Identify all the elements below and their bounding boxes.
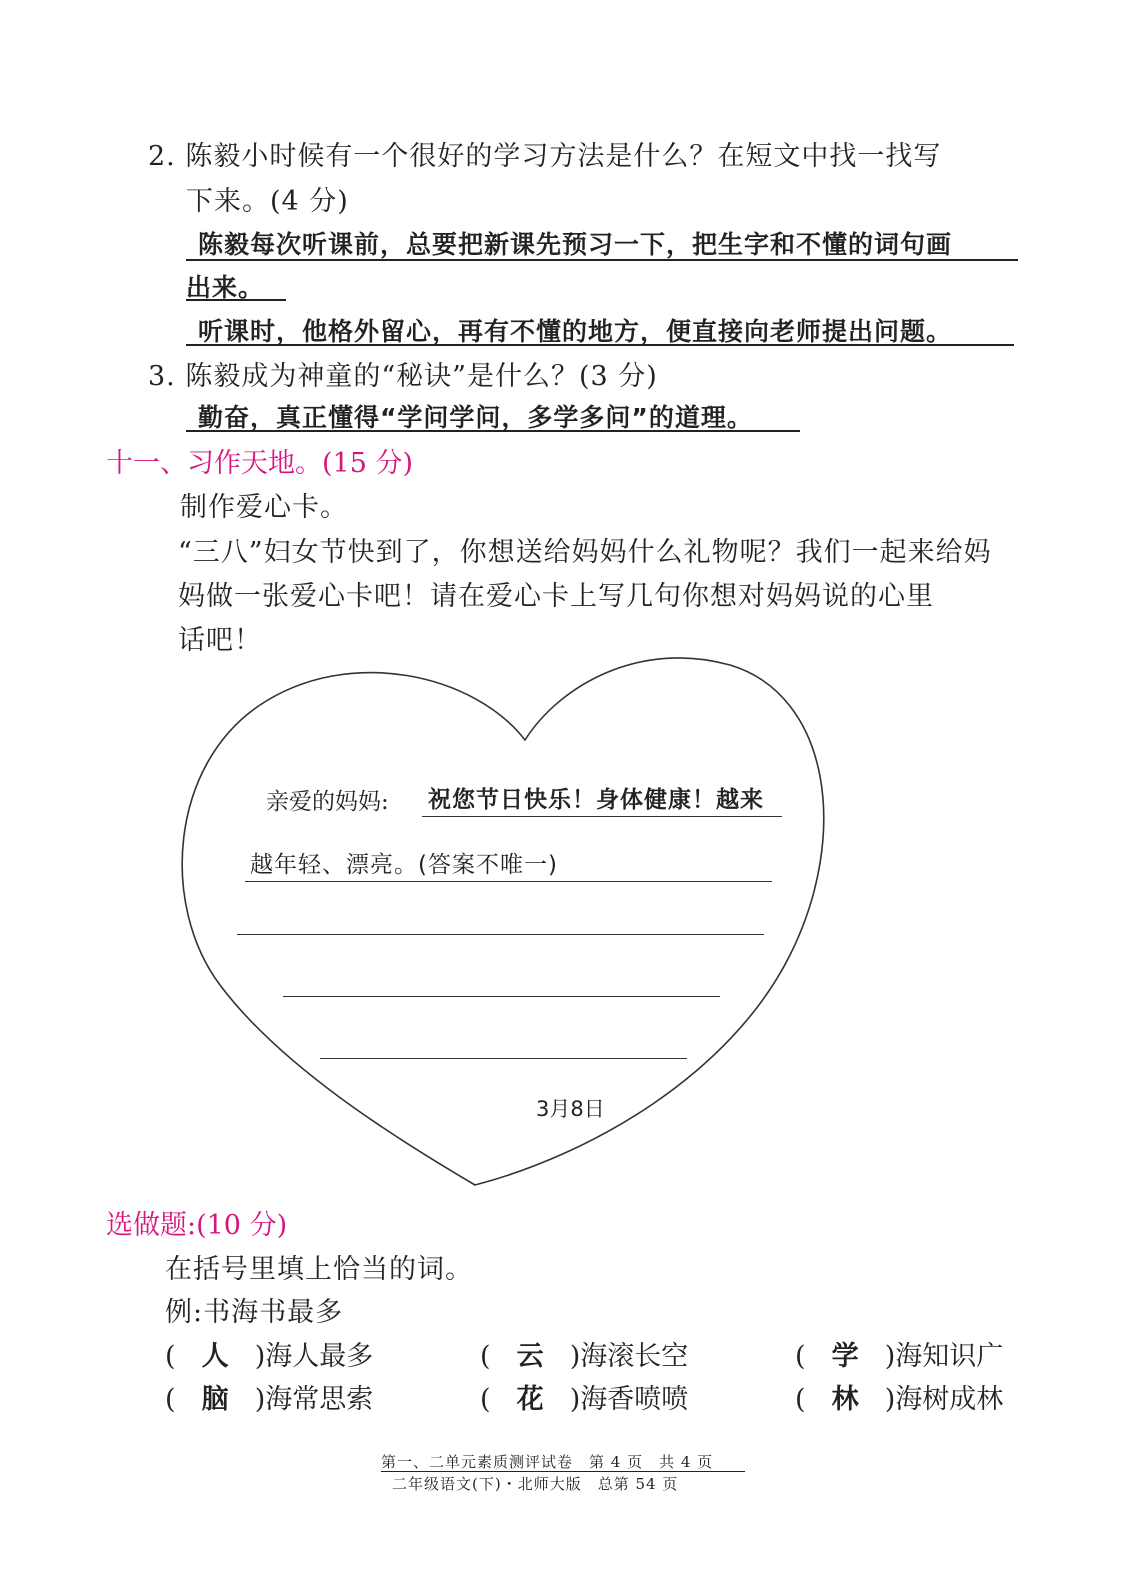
footer-line1: 第一、二单元素质测评试卷 第 4 页 共 4 页 (381, 1453, 714, 1471)
fill-answer-3: 学 (831, 1341, 859, 1372)
fill-item-2 (480, 1334, 688, 1373)
open-paren: ( (795, 1384, 806, 1415)
fill-answer-2: 云 (516, 1341, 544, 1372)
q2-answer3-underline (186, 344, 1014, 346)
fill-text-4: )海常思索 (254, 1384, 374, 1415)
fill-text-1: )海人最多 (254, 1341, 374, 1372)
fill-item-3 (795, 1334, 1003, 1373)
card-line-5 (320, 1058, 687, 1059)
q2-answer1-underline (186, 259, 1018, 261)
fill-text-5: )海香喷喷 (569, 1384, 689, 1415)
fill-text-3: )海知识广 (884, 1341, 1004, 1372)
card-answer1: 祝您节日快乐！身体健康！越来 (428, 787, 764, 813)
q2-answer2-underline (186, 299, 286, 301)
card-answer2: 越年轻、漂亮。(答案不唯一) (250, 852, 558, 878)
optional-instruction: 在括号里填上恰当的词。 (165, 1254, 473, 1285)
section-11-title: 十一、习作天地。(15 分) (106, 448, 414, 479)
card-line-2 (245, 881, 772, 882)
fill-item-6 (795, 1377, 1003, 1416)
fill-text-2: )海滚长空 (569, 1341, 689, 1372)
section-11-task: 制作爱心卡。 (180, 492, 348, 523)
q2-answer3: 听课时，他格外留心，再有不懂的地方，便直接向老师提出问题。 (198, 317, 953, 346)
q3-answer-underline (186, 430, 800, 432)
card-line-1 (422, 816, 782, 817)
fill-answer-1: 人 (201, 1341, 229, 1372)
open-paren: ( (165, 1341, 176, 1372)
fill-answer-6: 林 (831, 1384, 859, 1415)
optional-example: 例:书海书最多 (165, 1297, 344, 1328)
fill-item-5 (480, 1377, 688, 1416)
fill-answer-5: 花 (516, 1384, 544, 1415)
fill-item-1 (165, 1334, 373, 1373)
open-paren: ( (480, 1384, 491, 1415)
fill-text-6: )海树成林 (884, 1384, 1004, 1415)
q2-line2: 下来。(4 分) (186, 186, 349, 217)
card-line-3 (237, 934, 764, 935)
q3-answer: 勤奋，真正懂得“学问学问，多学多问”的道理。 (198, 403, 753, 432)
q2-line1: 2. 陈毅小时候有一个很好的学习方法是什么？在短文中找一找写 (148, 141, 942, 172)
fill-answer-4: 脑 (201, 1384, 229, 1415)
open-paren: ( (795, 1341, 806, 1372)
q2-answer2: 出来。 (186, 273, 265, 302)
open-paren: ( (165, 1384, 176, 1415)
section-11-desc1: “三八”妇女节快到了，你想送给妈妈什么礼物呢？我们一起来给妈 (178, 537, 992, 568)
section-11-desc3: 话吧！ (178, 625, 262, 656)
card-greeting: 亲爱的妈妈: (266, 789, 389, 815)
footer-line2: 二年级语文(下)・北师大版 总第 54 页 (392, 1475, 679, 1493)
q2-answer1: 陈毅每次听课前，总要把新课先预习一下，把生字和不懂的词句画 (198, 230, 953, 259)
card-line-4 (283, 996, 720, 997)
heart-card-outline (170, 655, 850, 1195)
open-paren: ( (480, 1341, 491, 1372)
optional-title: 选做题:(10 分) (106, 1210, 288, 1241)
q3-line: 3. 陈毅成为神童的“秘诀”是什么？(3 分) (148, 361, 658, 392)
section-11-desc2: 妈做一张爱心卡吧！请在爱心卡上写几句你想对妈妈说的心里 (178, 581, 934, 612)
footer-divider (381, 1471, 745, 1472)
card-date: 3月8日 (536, 1097, 605, 1121)
fill-item-4 (165, 1377, 373, 1416)
